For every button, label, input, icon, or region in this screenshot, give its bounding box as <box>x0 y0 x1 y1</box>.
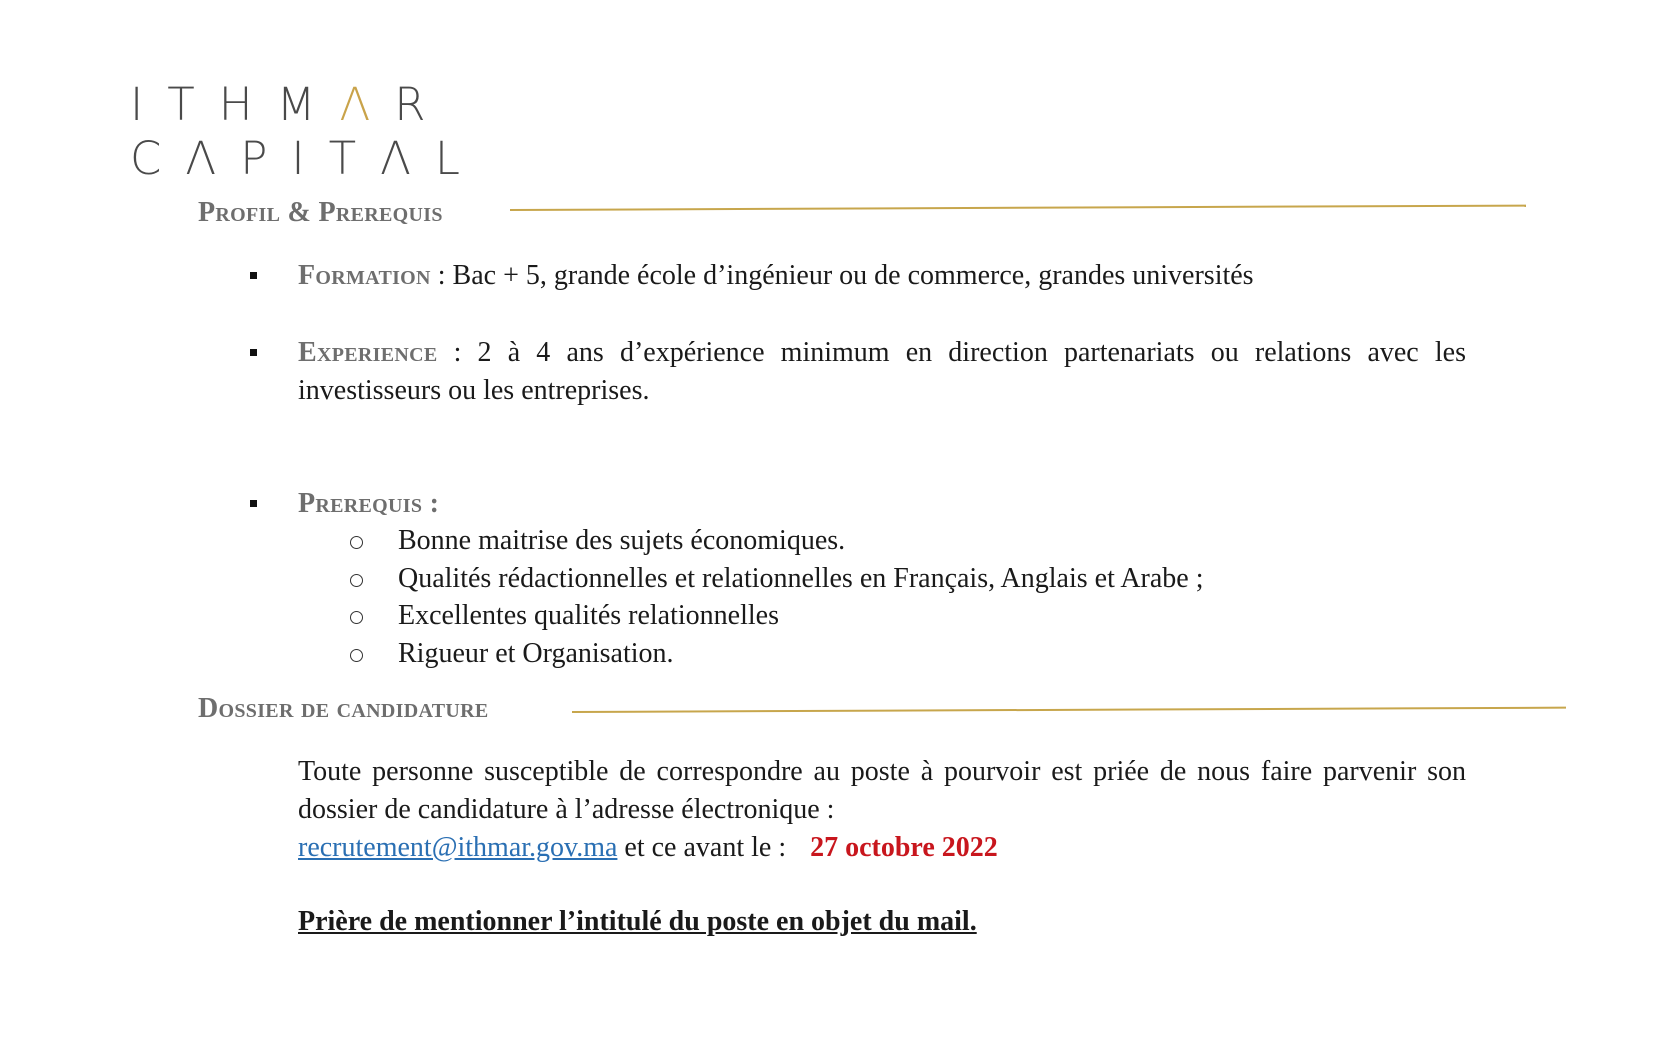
bullet-prerequis <box>250 500 257 507</box>
list-item-prerequis <box>298 485 1466 523</box>
prerequis-label: Prerequis : <box>298 488 440 519</box>
sub-bullet-marker <box>350 574 363 587</box>
section-divider-profil <box>510 205 1526 211</box>
company-logo <box>130 78 484 186</box>
section-divider-dossier <box>572 707 1566 713</box>
list-item-experience <box>298 334 1466 410</box>
deadline-prefix: et ce avant le : <box>617 832 787 863</box>
deadline-date: 27 octobre 2022 <box>810 832 998 863</box>
section-title-dossier: Dossier de candidature <box>198 693 489 724</box>
prerequis-item: Rigueur et Organisation. <box>398 638 674 669</box>
logo-accent-letter: Λ <box>339 78 395 131</box>
section-title-profil: Profil & Prerequis <box>198 197 443 228</box>
application-contact-line <box>298 829 998 867</box>
bullet-experience <box>250 349 257 356</box>
section-header-dossier <box>198 692 489 726</box>
list-item-formation <box>298 257 1466 295</box>
sub-bullet-marker <box>350 649 363 662</box>
prerequis-item: Excellentes qualités relationnelles <box>398 600 779 631</box>
prerequis-item: Qualités rédactionnelles et relationnelles en Français, Anglais et Arabe ; <box>398 563 1204 594</box>
logo-wordmark-ithmar: ITHMΛR <box>130 78 450 131</box>
bullet-formation <box>250 272 257 279</box>
sub-bullet-marker <box>350 611 363 624</box>
section-header-profil <box>198 196 443 230</box>
sub-bullet-marker <box>350 536 363 549</box>
experience-text: : 2 à 4 ans d’expérience minimum en direction partenariats ou relations avec les investisseurs ou les entreprises. <box>298 337 1466 406</box>
prerequis-item: Bonne maitrise des sujets économiques. <box>398 525 846 556</box>
application-paragraph: Toute personne susceptible de correspondre au poste à pourvoir est priée de nous faire parvenir son dossier de candidature à l’adresse électronique : <box>298 756 1466 825</box>
experience-label: Experience <box>298 337 438 368</box>
formation-text: : Bac + 5, grande école d’ingénieur ou de commerce, grandes universités <box>430 260 1254 291</box>
logo-wordmark-capital: CΛPITΛL <box>130 132 484 185</box>
email-link[interactable]: recrutement@ithmar.gov.ma <box>298 832 618 863</box>
formation-label: Formation <box>298 260 431 291</box>
subject-instruction-note: Prière de mentionner l’intitulé du poste en objet du mail. <box>298 906 977 937</box>
